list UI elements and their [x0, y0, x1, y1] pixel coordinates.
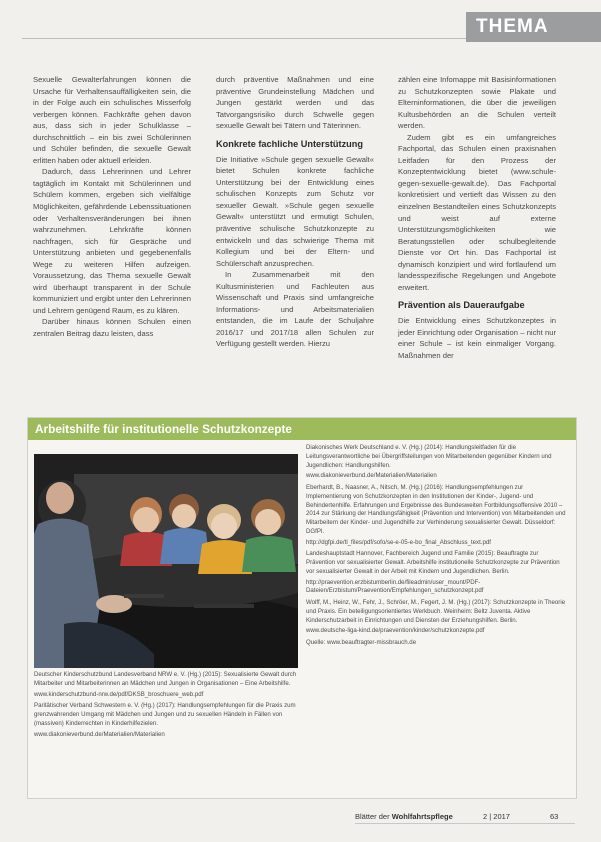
paragraph: Dadurch, dass Lehrerinnen und Lehrer tagtäglich im Kontakt mit Schülerinnen und Schülern kommen, ergeben sich vielfältige Möglichkeiten, gefährdende Lebenssituationen oder Verhaltensveränderungen bei ihnen wahrzunehmen. Lehrkräfte können nachfragen, sich für Gespräche und Unterstützung anbieten und gegebenenfalls Wege zu weiteren Hilfen aufzeigen. Voraussetzung, das Thema sexuelle Gewalt wird überhaupt transparent in der Schule kommuniziert und ergibt unter den Lehrerinnen und Lehrern genügend Raum, es zu klären. [33, 167, 191, 315]
reference-entry: Landeshauptstadt Hannover, Fachbereich Jugend und Familie (2015): Beauftragte zur Prävention vor sexualisierter Gewalt. Arbeitshilfe institutionelle Schutzkonzepte zur Prävention vor sexualisierter Gewalt in der Arbeit mit Kindern und Jugendlichen. Berlin. [306, 550, 560, 575]
page-number: 63 [550, 812, 559, 821]
source-line: Quelle: www.beauftragter-missbrauch.de [306, 639, 417, 646]
section-label: THEMA [466, 12, 601, 42]
reference-entry: Diakonisches Werk Deutschland e. V. (Hg.) (2014): Handlungsleitfaden für die Leitungsverantwortliche bei Übergriffsteilungen von Mitarbeitenden gegenüber Kindern und Jugendlichen: Handlungshilfen. [306, 444, 552, 469]
reference-link[interactable]: http://dgfpi.de/tl_files/pdf/sofo/se-e-05-e-bo_final_Abschluss_text.pdf [306, 538, 491, 546]
header-rule [22, 38, 466, 39]
info-box-title: Arbeitshilfe für institutionelle Schutzkonzepte [28, 418, 576, 440]
paragraph: Sexuelle Gewalterfahrungen können die Ursache für Verhaltensauffälligkeiten sein, die in der Folge auch ein schulisches Misserfolg verbergen können. Fachkräfte gehen davon aus, dass sich in jeder Schulklasse – durchschnittlich – ein bis zwei Schülerinnen und Schüler befinden, die sexuelle Gewalt erlitten haben oder aktuell erleiden. [33, 75, 191, 165]
reference-entry: Wolff, M., Heinz, W., Fehr, J., Schröer, M., Fegert, J. M. (Hg.) (2017): Schutzkonzepte in Theorie und Praxis. Ein beteiligungsorientiertes Werkbuch. Weinheim: Beltz Juventa. Aktive Kinderschutzarbeit in Einrichtungen und Diensten der Erziehungshilfen. Berlin. [306, 599, 566, 624]
reference-link[interactable]: www.deutsche-liga-kind.de/praevention/kinder/schutzkonzepte.pdf [306, 627, 485, 635]
text-column-1 [33, 74, 191, 340]
paragraph: Zudem gibt es ein umfangreiches Fachportal, das Schulen einen praxisnahen Leitfaden für den Prozess der Konzeptentwicklung bietet (www.schule-gegen-sexuelle-gewalt.de). Das Fachportal konkretisiert und vertieft das Wissen zu den einzelnen Bestandteilen eines Schutzkonzepts und weist auf externe Unterstützungsmöglichkeiten wie Beratungsstellen oder schulbegleitende Dienste vor Ort hin. Das Fachportal ist dynamisch konzipiert und wird fortlaufend um landesspezifische Regelungen und Angebote erweitert. [398, 132, 556, 292]
paragraph: In Zusammenarbeit mit den Kultusministerien und Fachleuten aus Wissenschaft und Praxis sind umfangreiche Informations- und Arbeitsmaterialien entstanden, die im Laufe der Schuljahre 2016/17 und 2017/18 allen Schulen zur Verfügung gestellt werden. Hierzu [216, 270, 374, 349]
references-right [306, 444, 568, 650]
children-photo-illustration [34, 454, 298, 668]
text-column-3 [398, 74, 556, 362]
paragraph: zählen eine Infomappe mit Basisinformationen zu Schutzkonzepten sowie Plakate und Elterninformationen, die über die jeweiligen Kultusbehörden an die Schulen verteilt werden. [398, 75, 556, 131]
issue-number: 2 | 2017 [483, 812, 510, 821]
reference-entry: Deutscher Kinderschutzbund Landesverband NRW e. V. (Hg.) (2015): Sexualisierte Gewalt durch Mitarbeiter und Mitarbeiterinnen an Mädchen und Jungen in Organisationen – Eine Arbeitshilfe. [34, 671, 297, 687]
references-left [34, 671, 298, 742]
journal-title-prefix: Blätter der [355, 812, 392, 821]
journal-title-bold: Wohlfahrtspflege [391, 812, 453, 821]
paragraph: Darüber hinaus können Schulen einen zentralen Beitrag dazu leisten, dass [33, 317, 191, 339]
reference-entry: Eberhardt, B., Naasner, A., Nitsch, M. (Hg.) (2016): Handlungsempfehlungen zur Implementierung von Schutzkonzepten in den Institutionen der Kinder-, Jugend- und Behindertenhilfe. Erfahrungen und Ergebnisse des Bundesweiten Fortbildungsoffensive 2010 – 2014 zur Stärkung der Handlungsfähigkeit (Prävention und Intervention) von Mitarbeitenden und Mitarbeitern der Kinder- und Jugendhilfe zur Verhinderung sexualisierter Gewalt. Düsseldorf: DGfPI. [306, 484, 566, 535]
reference-link[interactable]: www.diakonieverbund.de/Materialien/Materialien [34, 730, 165, 738]
reference-link[interactable]: www.diakonieverbund.de/Materialien/Materialien [306, 472, 437, 480]
paragraph: durch präventive Maßnahmen und eine präventive Grundeinstellung Mädchen und Jungen gestärkt werden und das Tatvorgangsrisiko durch Schwelle gegen sexuelle Gewalt bei Tätern und Täterinnen. [216, 75, 374, 131]
section-heading: Prävention als Daueraufgabe [398, 300, 525, 311]
section-heading: Konkrete fachliche Unterstützung [216, 138, 364, 149]
children-photo [34, 454, 298, 668]
paragraph: Die Entwicklung eines Schutzkonzeptes in jeder Einrichtung oder Organisation – nicht nur einer Schule – ist kein einmaliger Vorgang. Maßnahmen der [398, 316, 556, 361]
reference-link[interactable]: http://praevention.erzbistumberlin.de/fileadmin/user_mount/PDF-Dateien/Erzbistum/Praevention/Empfehlungen_schutzkonzept.pdf [306, 578, 484, 595]
journal-title [355, 811, 453, 823]
text-column-2 [216, 74, 374, 350]
paragraph: Die Initiative »Schule gegen sexuelle Gewalt« bietet Schulen konkrete fachliche Unterstützung bei der Entwicklung eines schulischen Konzepts zum Schutz vor sexueller Gewalt. »Schule gegen sexuelle Gewalt« unterstützt und ermutigt Schulen, präventive schulische Schutzkonzepte zu entwickeln und das schwierige Thema mit Kollegium und bei der Eltern- und Schülerschaft anzusprechen. [216, 154, 374, 268]
reference-link[interactable]: www.kinderschutzbund-nrw.de/pdf/DKSB_broschuere_web.pdf [34, 690, 204, 698]
footer-rule [355, 823, 575, 824]
page-footer [300, 811, 580, 823]
info-box [27, 417, 577, 799]
reference-entry: Paritätischer Verband Schwestern e. V. (Hg.) (2017): Handlungsempfehlungen für die Praxis zum grenzwahrenden Umgang mit Mädchen und Jungen und zu sexuellen Händeln in Fällen von (massiven) Kinderrechten in Kinderhilfezielen. [34, 702, 296, 727]
